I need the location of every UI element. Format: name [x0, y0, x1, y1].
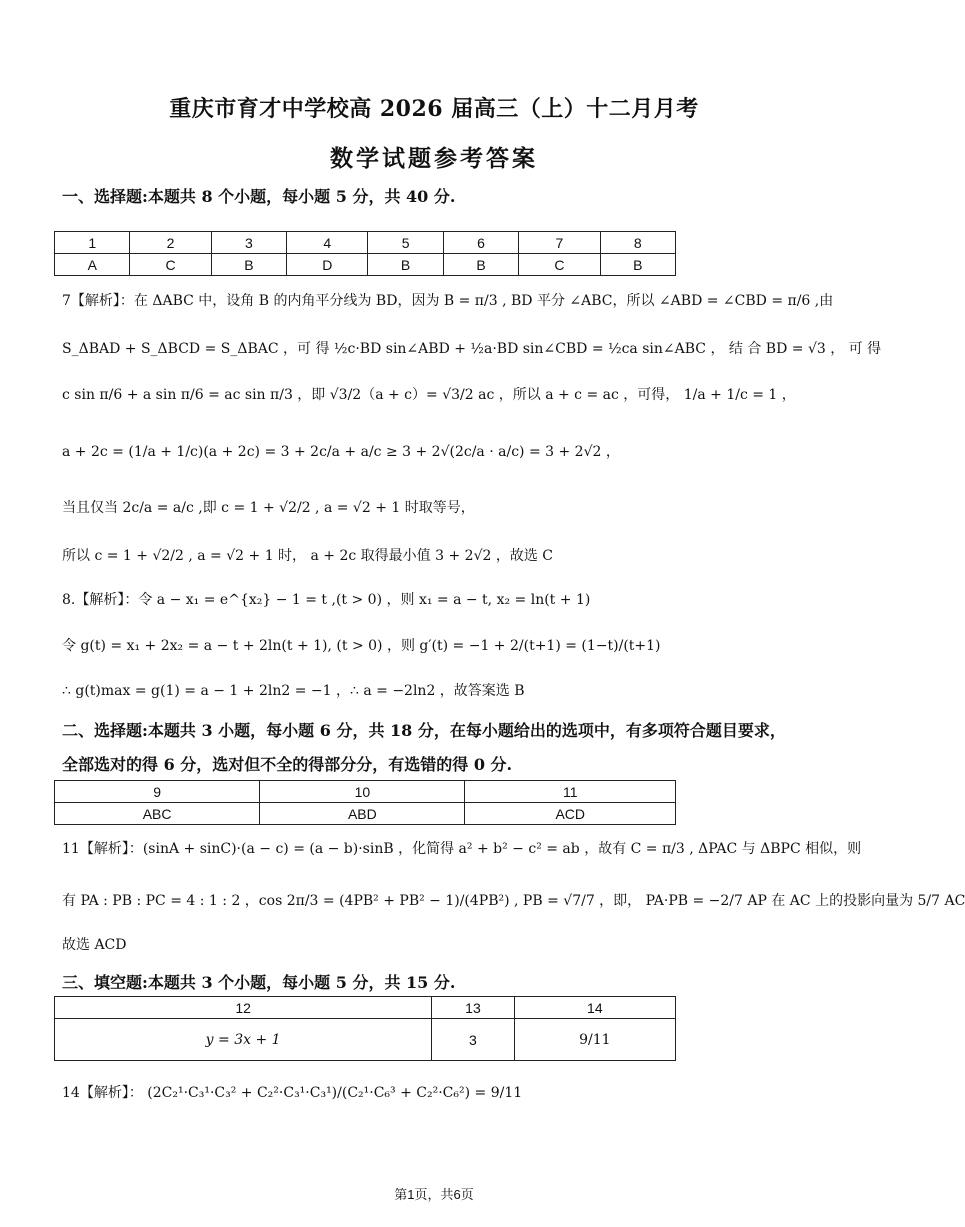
table-cell: 9/11 [514, 1019, 675, 1061]
table-cell: 7 [519, 232, 600, 254]
table-cell: 11 [465, 781, 676, 803]
section2-heading-line2: 全部选对的得 6 分，选对但不全的得部分分，有选错的得 0 分. [62, 755, 513, 774]
table-cell: 6 [443, 232, 518, 254]
section1-answer-table [54, 231, 676, 276]
section3-answer-row [55, 1019, 676, 1061]
table-cell: 3 [211, 232, 286, 254]
table-cell: ACD [465, 803, 676, 825]
section1-question-row [55, 232, 676, 254]
analysis14-line1: 14【解析】： (2C₂¹·C₃¹·C₃² + C₂²·C₃¹·C₃¹)/(C₂¹·C₆³ + C₂²·C₆²) = 9/11 [62, 1085, 523, 1101]
table-cell: 12 [55, 997, 432, 1019]
table-cell: ABD [260, 803, 465, 825]
section2-question-row [55, 781, 676, 803]
table-cell: 9 [55, 781, 260, 803]
section1-heading: 一、选择题:本题共 8 个小题，每小题 5 分，共 40 分. [62, 187, 456, 206]
table-cell: y = 3x + 1 [55, 1019, 432, 1061]
analysis11-line1: 11【解析】：(sinA + sinC)·(a − c) = (a − b)·sinB ，化简得 a² + b² − c² = ab ，故有 C = π/3 , ΔPAC 与 ΔBPC 相似，则 [62, 841, 862, 857]
analysis7-line3: c sin π/6 + a sin π/6 = ac sin π/3 ，即 √3/2（a + c）= √3/2 ac ，所以 a + c = ac ，可得， 1/a + 1/c = 1 ， [62, 387, 796, 403]
table-cell: 13 [432, 997, 514, 1019]
section1-answer-row [55, 254, 676, 276]
table-cell: C [130, 254, 211, 276]
table-cell: 3 [432, 1019, 514, 1061]
document-subtitle: 数学试题参考答案 [330, 145, 538, 172]
section2-answer-row [55, 803, 676, 825]
table-cell: 8 [600, 232, 676, 254]
table-cell: B [211, 254, 286, 276]
section3-answer-table [54, 996, 676, 1061]
analysis7-line6: 所以 c = 1 + √2/2 , a = √2 + 1 时， a + 2c 取得最小值 3 + 2√2 ，故选 C [62, 548, 554, 564]
table-cell: B [368, 254, 443, 276]
table-cell: 10 [260, 781, 465, 803]
section2-answer-table [54, 780, 676, 825]
section2-heading-line1: 二、选择题:本题共 3 小题，每小题 6 分，共 18 分，在每小题给出的选项中，有多项符合题目要求， [62, 721, 786, 740]
table-cell: 2 [130, 232, 211, 254]
page-footer: 第1页，共6页 [394, 1187, 474, 1202]
table-cell: ABC [55, 803, 260, 825]
document-title: 重庆市育才中学校高 2026 届高三（上）十二月月考 [169, 96, 699, 122]
analysis7-line2: S_ΔBAD + S_ΔBCD = S_ΔBAC ，可 得 ½c·BD sin∠ABD + ½a·BD sin∠CBD = ½ca sin∠ABC ， 结 合 BD = √3 ， 可 得 [62, 341, 882, 357]
table-cell: 4 [287, 232, 368, 254]
table-cell: 14 [514, 997, 675, 1019]
analysis11-line3: 故选 ACD [62, 937, 127, 953]
analysis7-line1: 7【解析】：在 ΔABC 中，设角 B 的内角平分线为 BD，因为 B = π/3 , BD 平分 ∠ABC，所以 ∠ABD = ∠CBD = π/6 ,由 [62, 293, 834, 309]
section3-heading: 三、填空题:本题共 3 个小题，每小题 5 分，共 15 分. [62, 973, 456, 992]
table-cell: B [443, 254, 518, 276]
table-cell: C [519, 254, 600, 276]
analysis11-line2: 有 PA : PB : PC = 4 : 1 : 2 ，cos 2π/3 = (4PB² + PB² − 1)/(4PB²) , PB = √7/7 ，即， PA·PB = −2/7 AP 在 AC 上的投影向量为 5/7 AC [62, 893, 965, 909]
analysis8-line1: 8.【解析】：令 a − x₁ = e^{x₂} − 1 = t ,(t > 0) ，则 x₁ = a − t, x₂ = ln(t + 1) [62, 592, 591, 608]
analysis8-line2: 令 g(t) = x₁ + 2x₂ = a − t + 2ln(t + 1), (t > 0) ，则 g′(t) = −1 + 2/(t+1) = (1−t)/(t+1) [62, 638, 661, 654]
analysis7-line5: 当且仅当 2c/a = a/c ,即 c = 1 + √2/2 , a = √2 + 1 时取等号， [62, 500, 475, 516]
table-cell: 5 [368, 232, 443, 254]
table-cell: A [55, 254, 130, 276]
section3-question-row [55, 997, 676, 1019]
table-cell: B [600, 254, 676, 276]
analysis7-line4: a + 2c = (1/a + 1/c)(a + 2c) = 3 + 2c/a + a/c ≥ 3 + 2√(2c/a · a/c) = 3 + 2√2 ， [62, 444, 620, 460]
analysis8-line3: ∴ g(t)max = g(1) = a − 1 + 2ln2 = −1 ，∴ a = −2ln2 ，故答案选 B [62, 683, 525, 699]
table-cell: D [287, 254, 368, 276]
table-cell: 1 [55, 232, 130, 254]
